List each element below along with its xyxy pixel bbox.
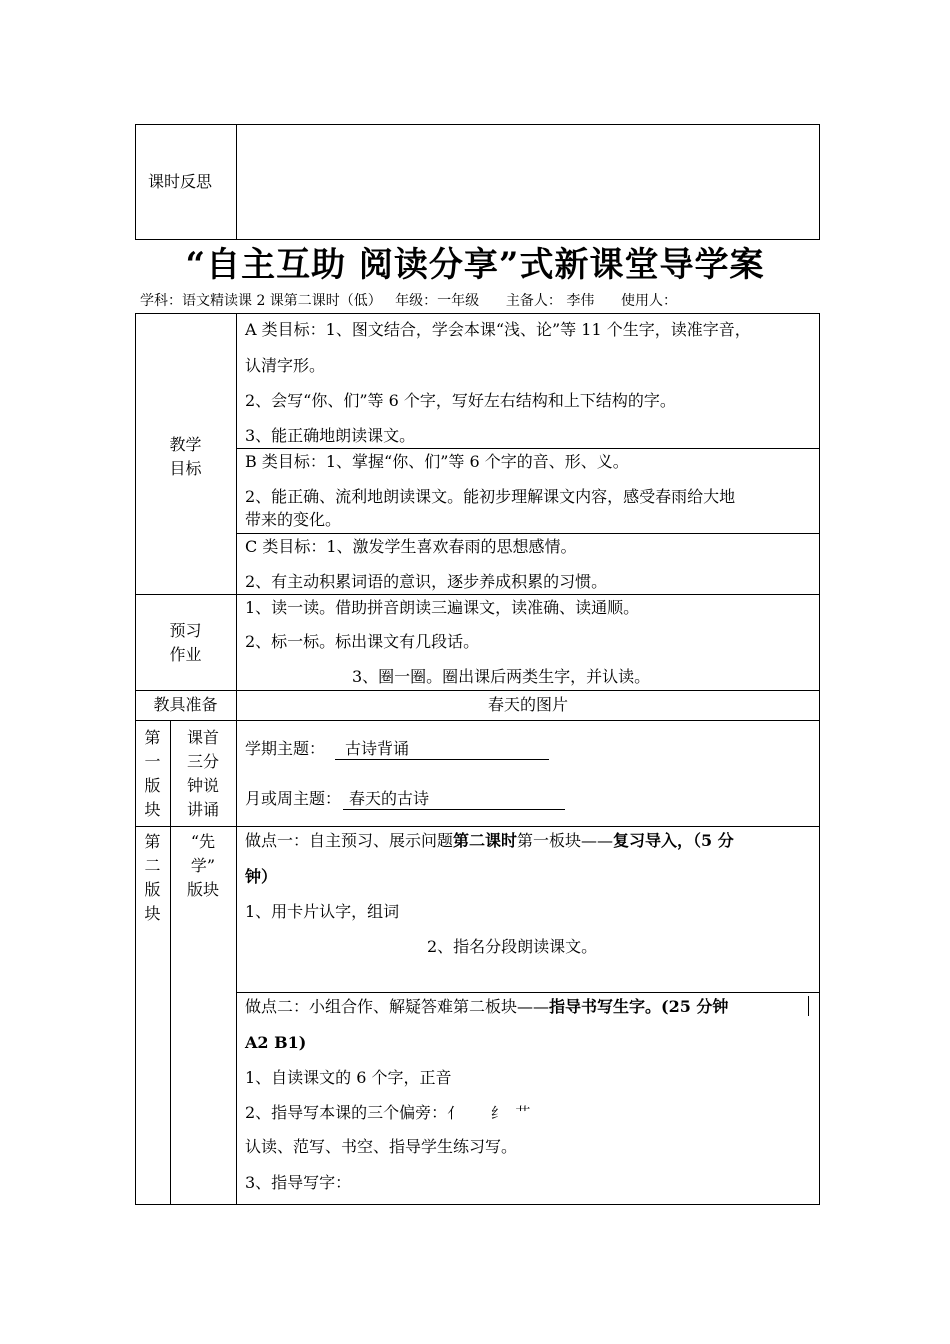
- col-divider: [236, 313, 237, 1205]
- objective-c-line2: 2、有主动积累词语的意识，逐步养成积累的习惯。: [245, 572, 608, 591]
- reflection-content[interactable]: [242, 130, 812, 234]
- block2-label: 第 二 版 块: [144, 832, 161, 923]
- point1-item2: 2、指名分段朗读课文。: [427, 937, 598, 956]
- materials-label: 教具准备: [153, 695, 218, 714]
- info-grade: 年级：一年级: [395, 293, 480, 309]
- month-theme: [245, 788, 565, 810]
- month-theme-label: 月或周主题：: [245, 789, 342, 808]
- objective-b-line3: 带来的变化。: [245, 510, 342, 529]
- text-cursor-mark: [808, 996, 809, 1016]
- radicals: 亻 纟 艹: [447, 1104, 531, 1122]
- preview-label: 预习 作业: [169, 621, 202, 664]
- point2-header-line2: A2 B1): [245, 1033, 307, 1052]
- materials-value: 春天的图片: [487, 695, 568, 714]
- month-theme-value[interactable]: 春天的古诗: [343, 789, 565, 810]
- objective-b-line2: 2、能正确、流利地朗读课文。能初步理解课文内容，感受春雨给大地: [245, 487, 736, 506]
- point2-item2: 2、指导写本课的三个偏旁：亻 纟 艹: [245, 1103, 531, 1122]
- term-theme-value[interactable]: 古诗背诵: [335, 739, 549, 760]
- reflection-label: 课时反思: [148, 172, 213, 191]
- objective-a-line3: 2、会写“你、们”等 6 个字，写好左右结构和上下结构的字。: [245, 391, 676, 410]
- row-divider: [236, 533, 820, 534]
- point1-item1: 1、用卡片认字，组词: [245, 902, 400, 921]
- block2-sub: “先 学” 版块: [186, 832, 219, 899]
- objective-b-line1: B 类目标：1、掌握“你、们”等 6 个字的音、形、义。: [245, 452, 629, 471]
- point1-header-line2: 钟）: [245, 867, 278, 886]
- block1-label: 第 一 版 块: [144, 728, 161, 819]
- row-divider: [236, 992, 820, 993]
- objectives-label: 教学 目标: [169, 435, 202, 478]
- point1-header: 做点一：自主预习、展示问题第二课时第一板块——复习导入，（5 分: [245, 831, 734, 850]
- point2-item4: 3、指导写字：: [245, 1173, 352, 1192]
- objective-c-line1: C 类目标：1、激发学生喜欢春雨的思想感情。: [245, 537, 577, 556]
- page-title: “自主互助 阅读分享”式新课堂导学案: [185, 245, 765, 285]
- point2-header: 做点二：小组合作、解疑答难第二板块——指导书写生字。(25 分钟: [245, 997, 729, 1016]
- term-theme: [245, 738, 549, 760]
- preview-line3: 3、圈一圈。圈出课后两类生字，并认读。: [352, 667, 651, 686]
- row-divider: [236, 448, 820, 449]
- row-divider: [135, 720, 820, 721]
- objective-a-line4: 3、能正确地朗读课文。: [245, 426, 416, 445]
- objective-a-line2: 认清字形。: [245, 356, 326, 375]
- term-theme-label: 学期主题：: [245, 739, 326, 758]
- reflection-divider: [236, 124, 237, 240]
- block1-sub: 课首 三分 钟说 讲诵: [186, 728, 219, 819]
- point2-item1: 1、自读课文的 6 个字，正音: [245, 1068, 452, 1087]
- point2-item3: 认读、范写、书空、指导学生练习写。: [245, 1137, 518, 1156]
- info-user: 使用人：: [621, 293, 678, 309]
- row-divider: [135, 826, 820, 827]
- preview-line2: 2、标一标。标出课文有几段话。: [245, 632, 480, 651]
- row-divider: [135, 690, 820, 691]
- preview-line1: 1、读一读。借助拼音朗读三遍课文，读准确、读通顺。: [245, 598, 640, 617]
- info-preparer: 主备人： 李伟: [505, 293, 595, 309]
- objective-a-line1: A 类目标：1、图文结合，学会本课“浅、论”等 11 个生字，读准字音，: [245, 320, 751, 339]
- row-divider: [135, 594, 820, 595]
- info-subject: 学科：语文精读课 2 课第二课时（低）: [140, 293, 382, 309]
- info-line: [140, 292, 677, 310]
